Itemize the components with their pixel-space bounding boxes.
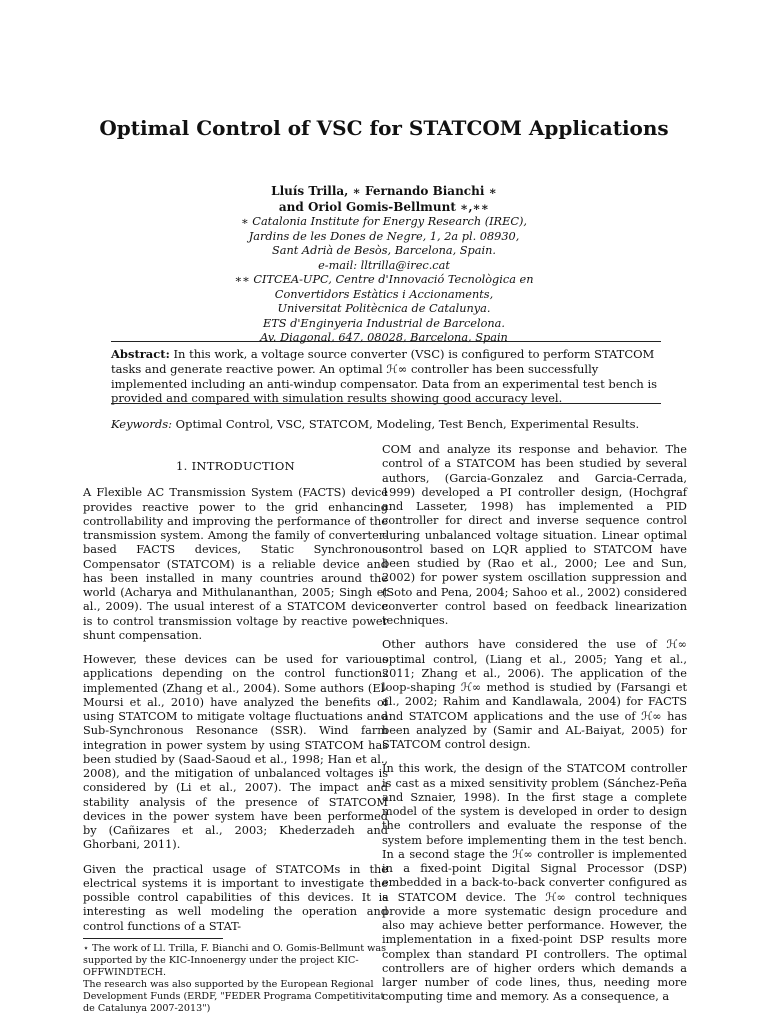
affiliation-line: Jardins de les Dones de Negre, 1, 2a pl. 08930, xyxy=(248,229,520,243)
section-heading: 1. INTRODUCTION xyxy=(176,459,295,473)
footnote-rule xyxy=(83,938,223,939)
footnote-line: The research was also supported by the European Regional Development Funds (ERDF, "FEDER Programa Competitivitat de Catalunya 2007-2013") xyxy=(83,978,385,1014)
keywords-label: Keywords: xyxy=(111,417,172,431)
body-paragraph: A Flexible AC Transmission System (FACTS) device provides reactive power to the grid enhancing controllability and improving the performance of the transmission system. Among the family of converter-based FACTS devices, Static Synchronous Compensator (STATCOM) is a reliable device and has been installed in many countries around the world (Acharya and Mithulananthan, 2005; Singh et al., 2009). The usual interest of a STATCOM device is to control transmission voltage by reactive power shunt compensation. xyxy=(83,486,388,642)
affiliation-line: Sant Adrià de Besòs, Barcelona, Spain. xyxy=(272,244,496,257)
body-paragraph: Given the practical usage of STATCOMs in the electrical systems it is important to investigate the possible control capabilities of this devices. It is interesting as well modeling the operation and control functions of a STAT- xyxy=(83,862,388,933)
body-paragraph: However, these devices can be used for various applications depending on the control functions implemented (Zhang et al., 2004). Some authors (El-Moursi et al., 2010) have analyzed the benefits of using STATCOM to mitigate voltage fluctuations and Sub-Synchronous Resonance (SSR). Wind farm integration in power system by using STATCOM has been studied by (Saad-Saoud et al., 1998; Han et al., 2008), and the mitigation of unbalanced voltages is considered by (Li et al., 2007). The impact and stability analysis of the presence of STATCOM devices in the power system have been performed by (Cañizares et al., 2003; Khederzadeh and Ghorbani, 2011). xyxy=(83,653,388,852)
paper-title: Optimal Control of VSC for STATCOM Applications xyxy=(99,116,669,140)
abstract-text: In this work, a voltage source converter (VSC) is configured to perform STATCOM tasks and generate reactive power. An optimal ℋ∞ controller has been successfully implemented including an anti-windup compensator. Data from an experimental test bench is provided and compared with simulation results showing good accuracy level. xyxy=(111,347,658,406)
body-paragraph: COM and analyze its response and behavior. The control of a STATCOM has been studied by several authors, (Garcia-Gonzalez and Garcia-Cerrada, 1999) developed a PI controller design, (Hochgraf and Lasseter, 1998) has implemented a PID controller for direct and inverse sequence control during unbalanced voltage situation. Linear optimal control based on LQR applied to STATCOM have been studied by (Rao et al., 2000; Lee and Sun, 2002) for power system oscillation suppression and (Soto and Pena, 2004; Sahoo et al., 2002) considered converter control based on feedback linearization techniques. xyxy=(382,443,687,627)
footnote xyxy=(83,943,388,1015)
body-paragraph: Other authors have considered the use of ℋ∞ optimal control, (Liang et al., 2005; Yang et al., 2011; Zhang et al., 2006). The application of the loop-shaping ℋ∞ method is studied by (Farsangi et al., 2002; Rahim and Kandlawala, 2004) for FACTS and STATCOM applications and the use of ℋ∞ has been analyzed by (Samir and AL-Baiyat, 2005) for STATCOM control design. xyxy=(382,638,687,751)
left-column xyxy=(83,459,388,1015)
footnote-line: ⋆ The work of Ll. Trilla, F. Bianchi and O. Gomis-Bellmunt was supported by the KIC-Innoenergy under the project KIC-OFFWINDTECH. xyxy=(83,942,387,978)
abstract xyxy=(111,347,661,406)
affiliations xyxy=(84,215,684,346)
body-paragraph: In this work, the design of the STATCOM controller is cast as a mixed sensitivity problem (Sánchez-Peña and Sznaier, 1998). In the first stage a complete model of the system is developed in order to design the controllers and evaluate the response of the system before implementing them in the test bench. In a second stage the ℋ∞ controller is implemented in a fixed-point Digital Signal Processor (DSP) embedded in a back-to-back converter configured as a STATCOM device. The ℋ∞ control techniques provide a more systematic design procedure and also may achieve better performance. However, the implementation in a fixed-point DSP results more complex than standard PI controllers. The optimal controllers are of higher orders which demands a larger number of code lines, thus, needing more computing time and memory. As a consequence, a xyxy=(382,762,687,1004)
keywords xyxy=(111,417,661,432)
affiliation-line: Av. Diagonal, 647, 08028, Barcelona, Spain xyxy=(260,331,508,344)
affiliation-line: Convertidors Estàtics i Accionaments, xyxy=(274,287,494,301)
affiliation-line: ETS d'Enginyeria Industrial de Barcelona. xyxy=(262,316,505,330)
author-line: Lluís Trilla, ∗ Fernando Bianchi ∗ xyxy=(271,184,497,198)
affiliation-line: ∗∗ CITCEA-UPC, Centre d'Innovació Tecnològica en xyxy=(234,273,534,286)
abstract-label: Abstract: xyxy=(111,347,170,361)
affiliation-email: e-mail: lltrilla@irec.cat xyxy=(318,258,450,272)
affiliation-line: ∗ Catalonia Institute for Energy Research (IREC), xyxy=(241,215,527,228)
right-column xyxy=(382,443,687,1015)
abstract-bottom-rule xyxy=(111,403,661,404)
keywords-text: Optimal Control, VSC, STATCOM, Modeling, Test Bench, Experimental Results. xyxy=(175,417,640,431)
author-list xyxy=(84,183,684,215)
affiliation-line: Universitat Politècnica de Catalunya. xyxy=(277,302,491,315)
author-line: and Oriol Gomis-Bellmunt ∗,∗∗ xyxy=(278,200,490,214)
abstract-top-rule xyxy=(111,341,661,342)
